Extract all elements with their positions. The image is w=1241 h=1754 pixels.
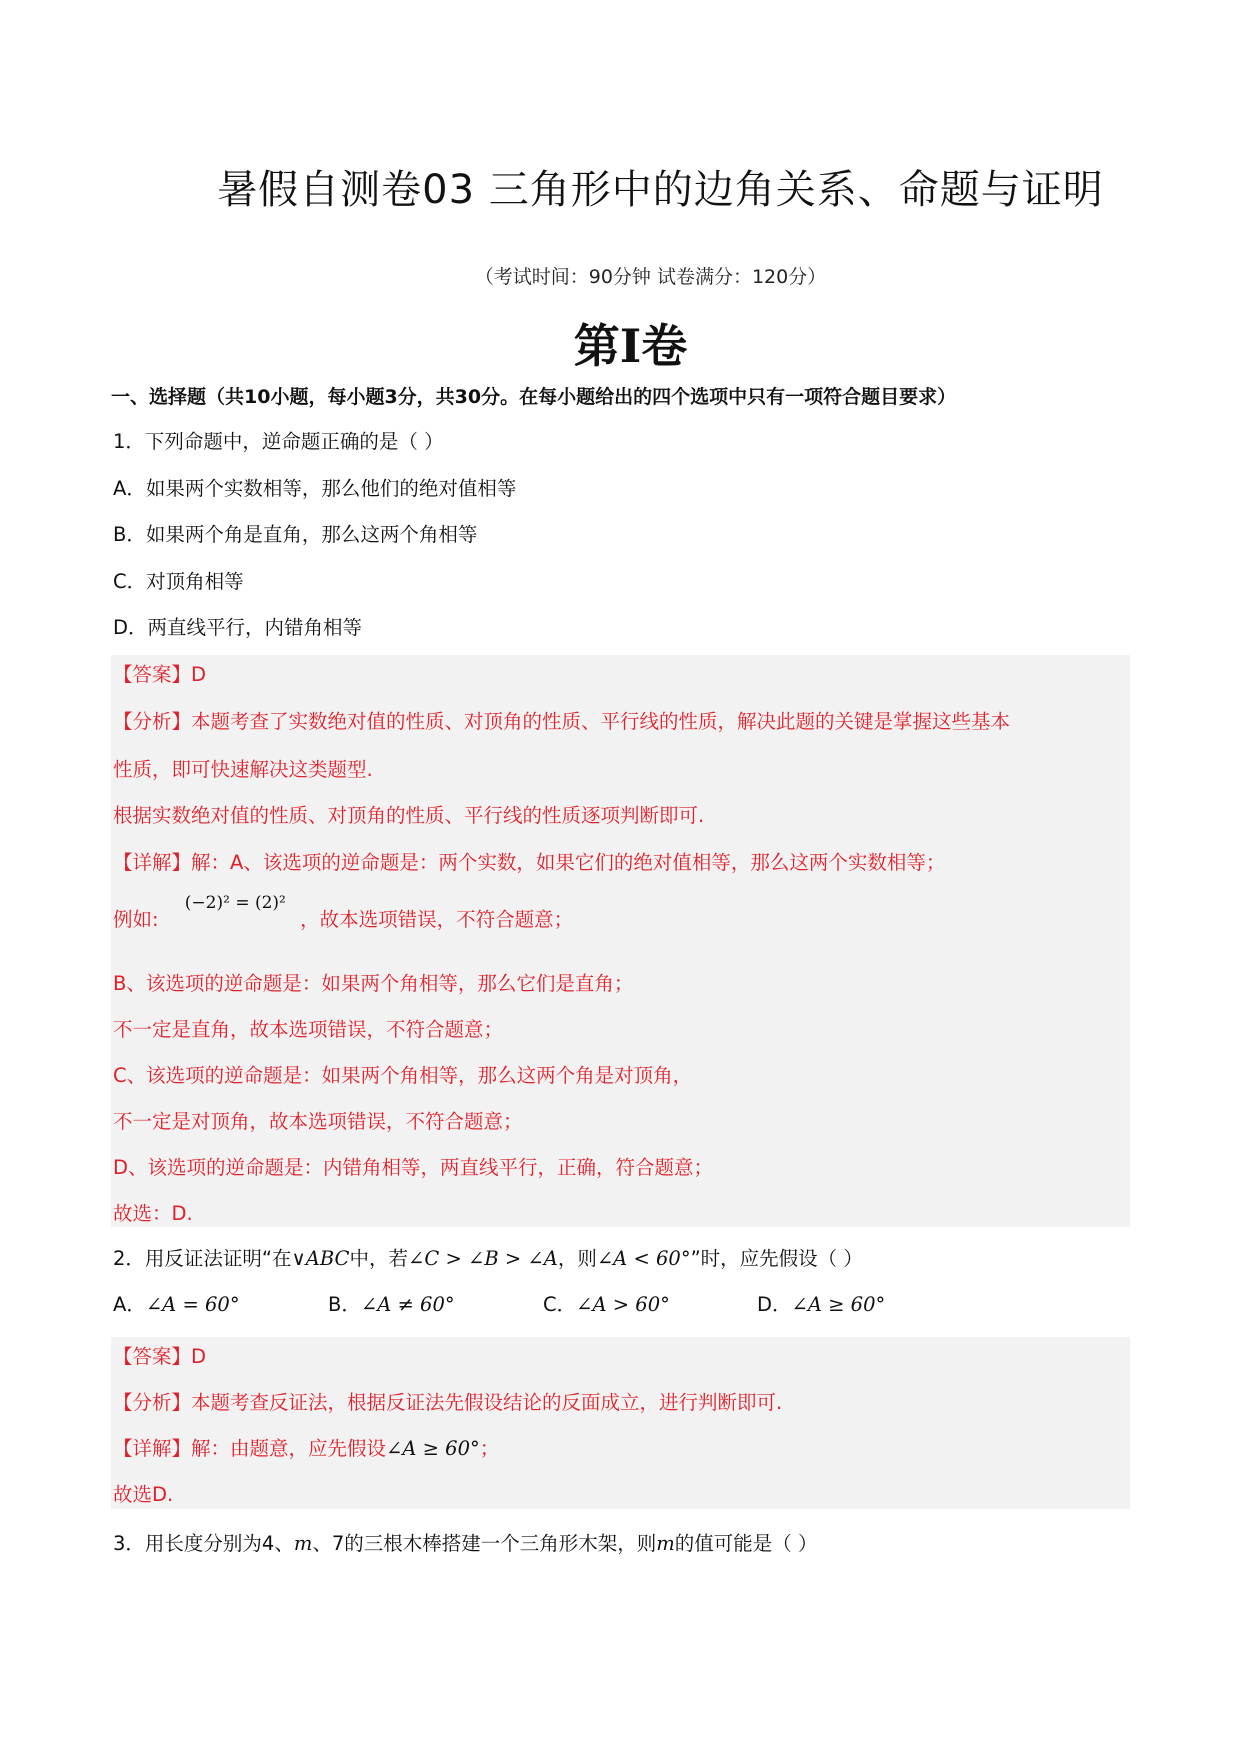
question-1-conclusion: 故选：D. [113,1202,193,1225]
question-1-option-c: C．对顶角相等 [113,570,244,593]
question-2-stem [113,1245,863,1273]
question-1-analysis-cont: 性质，即可快速解决这类题型. [113,758,373,781]
option-d-label: D． [757,1293,792,1316]
example-conclusion: ，故本选项错误，不符合题意； [300,908,574,931]
q3-stem-mid: 、7的三根木棒搭建一个三角形木架，则 [312,1532,657,1555]
option-c-label: C． [543,1293,577,1316]
volume-heading: 第Ⅰ卷 [573,319,688,373]
question-1-detail-c-cont: 不一定是对顶角，故本选项错误，不符合题意； [113,1110,523,1133]
option-b-math: ∠A ≠ 60° [360,1293,455,1316]
question-1-answer: 【答案】D [113,663,207,686]
q2-stem-suffix: ”时，应先假设（ ） [690,1247,863,1270]
question-1-detail-a: 【详解】解：A、该选项的逆命题是：两个实数，如果它们的绝对值相等，那么这两个实数相等； [113,851,946,874]
q2-triangle: ∨ABC [291,1247,350,1270]
q2-stem-prefix: 2．用反证法证明“在 [113,1247,292,1270]
question-1-analysis-method: 根据实数绝对值的性质、对顶角的性质、平行线的性质逐项判断即可. [113,804,705,827]
question-2-option-b [328,1291,455,1319]
option-b-label: B． [328,1293,361,1316]
question-1-option-d: D．两直线平行，内错角相等 [113,616,363,639]
q2-detail-suffix: ； [479,1437,500,1460]
exam-info: （考试时间：90分钟 试卷满分：120分） [474,266,827,288]
question-1-stem: 1．下列命题中，逆命题正确的是（ ） [113,430,444,453]
option-a-math: ∠A = 60° [145,1293,240,1316]
question-1-detail-c: C、该选项的逆命题是：如果两个角相等，那么这两个角是对顶角， [113,1064,693,1087]
option-c-math: ∠A > 60° [576,1293,670,1316]
q2-conclusion-math: ∠A < 60° [596,1247,691,1270]
question-2-option-d [757,1291,885,1319]
q2-detail-math: ∠A ≥ 60° [386,1437,480,1460]
question-2-conclusion: 故选D. [113,1483,174,1506]
example-equation: (−2)² = (2)² [184,893,286,913]
q2-stem-mid: 中，若 [349,1247,408,1270]
option-d-math: ∠A ≥ 60° [791,1293,886,1316]
question-2-option-c [543,1291,670,1319]
question-1-detail-b: B、该选项的逆命题是：如果两个角相等，那么它们是直角； [113,972,634,995]
question-2-analysis: 【分析】本题考查反证法，根据反证法先假设结论的反面成立，进行判断即可. [113,1391,783,1414]
question-2-solution-box [111,1337,1130,1509]
section-heading: 一、选择题（共10小题，每小题3分，共30分。在每小题给出的四个选项中只有一项符合题目要求） [111,386,957,408]
option-a-label: A． [113,1293,146,1316]
question-1-analysis: 【分析】本题考查了实数绝对值的性质、对顶角的性质、平行线的性质，解决此题的关键是掌握这些基本 [113,710,1011,733]
question-1-detail-d: D、该选项的逆命题是：内错角相等，两直线平行，正确，符合题意； [113,1156,714,1179]
q3-variable-m: m [293,1532,313,1555]
question-1-option-b: B．如果两个角是直角，那么这两个角相等 [113,523,478,546]
q2-condition: ∠C > ∠B > ∠A [408,1247,558,1270]
question-1-solution-box [111,655,1130,1227]
question-2-detail [113,1435,499,1463]
q3-stem-prefix: 3．用长度分别为4、 [113,1532,294,1555]
question-2-answer: 【答案】D [113,1345,207,1368]
q2-stem-mid2: ，则 [557,1247,597,1270]
q2-detail-prefix: 【详解】解：由题意，应先假设 [113,1437,387,1460]
page-title: 暑假自测卷03 三角形中的边角关系、命题与证明 [217,167,1104,213]
question-3-stem [113,1530,817,1558]
example-label: 例如: [113,908,159,931]
question-1-option-a: A．如果两个实数相等，那么他们的绝对值相等 [113,477,517,500]
question-2-option-a [113,1291,240,1319]
question-1-detail-b-cont: 不一定是直角，故本选项错误，不符合题意； [113,1018,504,1041]
q3-stem-suffix: 的值可能是（ ） [674,1532,818,1555]
q3-variable-m-2: m [656,1532,675,1555]
question-1-detail-example [113,893,574,935]
